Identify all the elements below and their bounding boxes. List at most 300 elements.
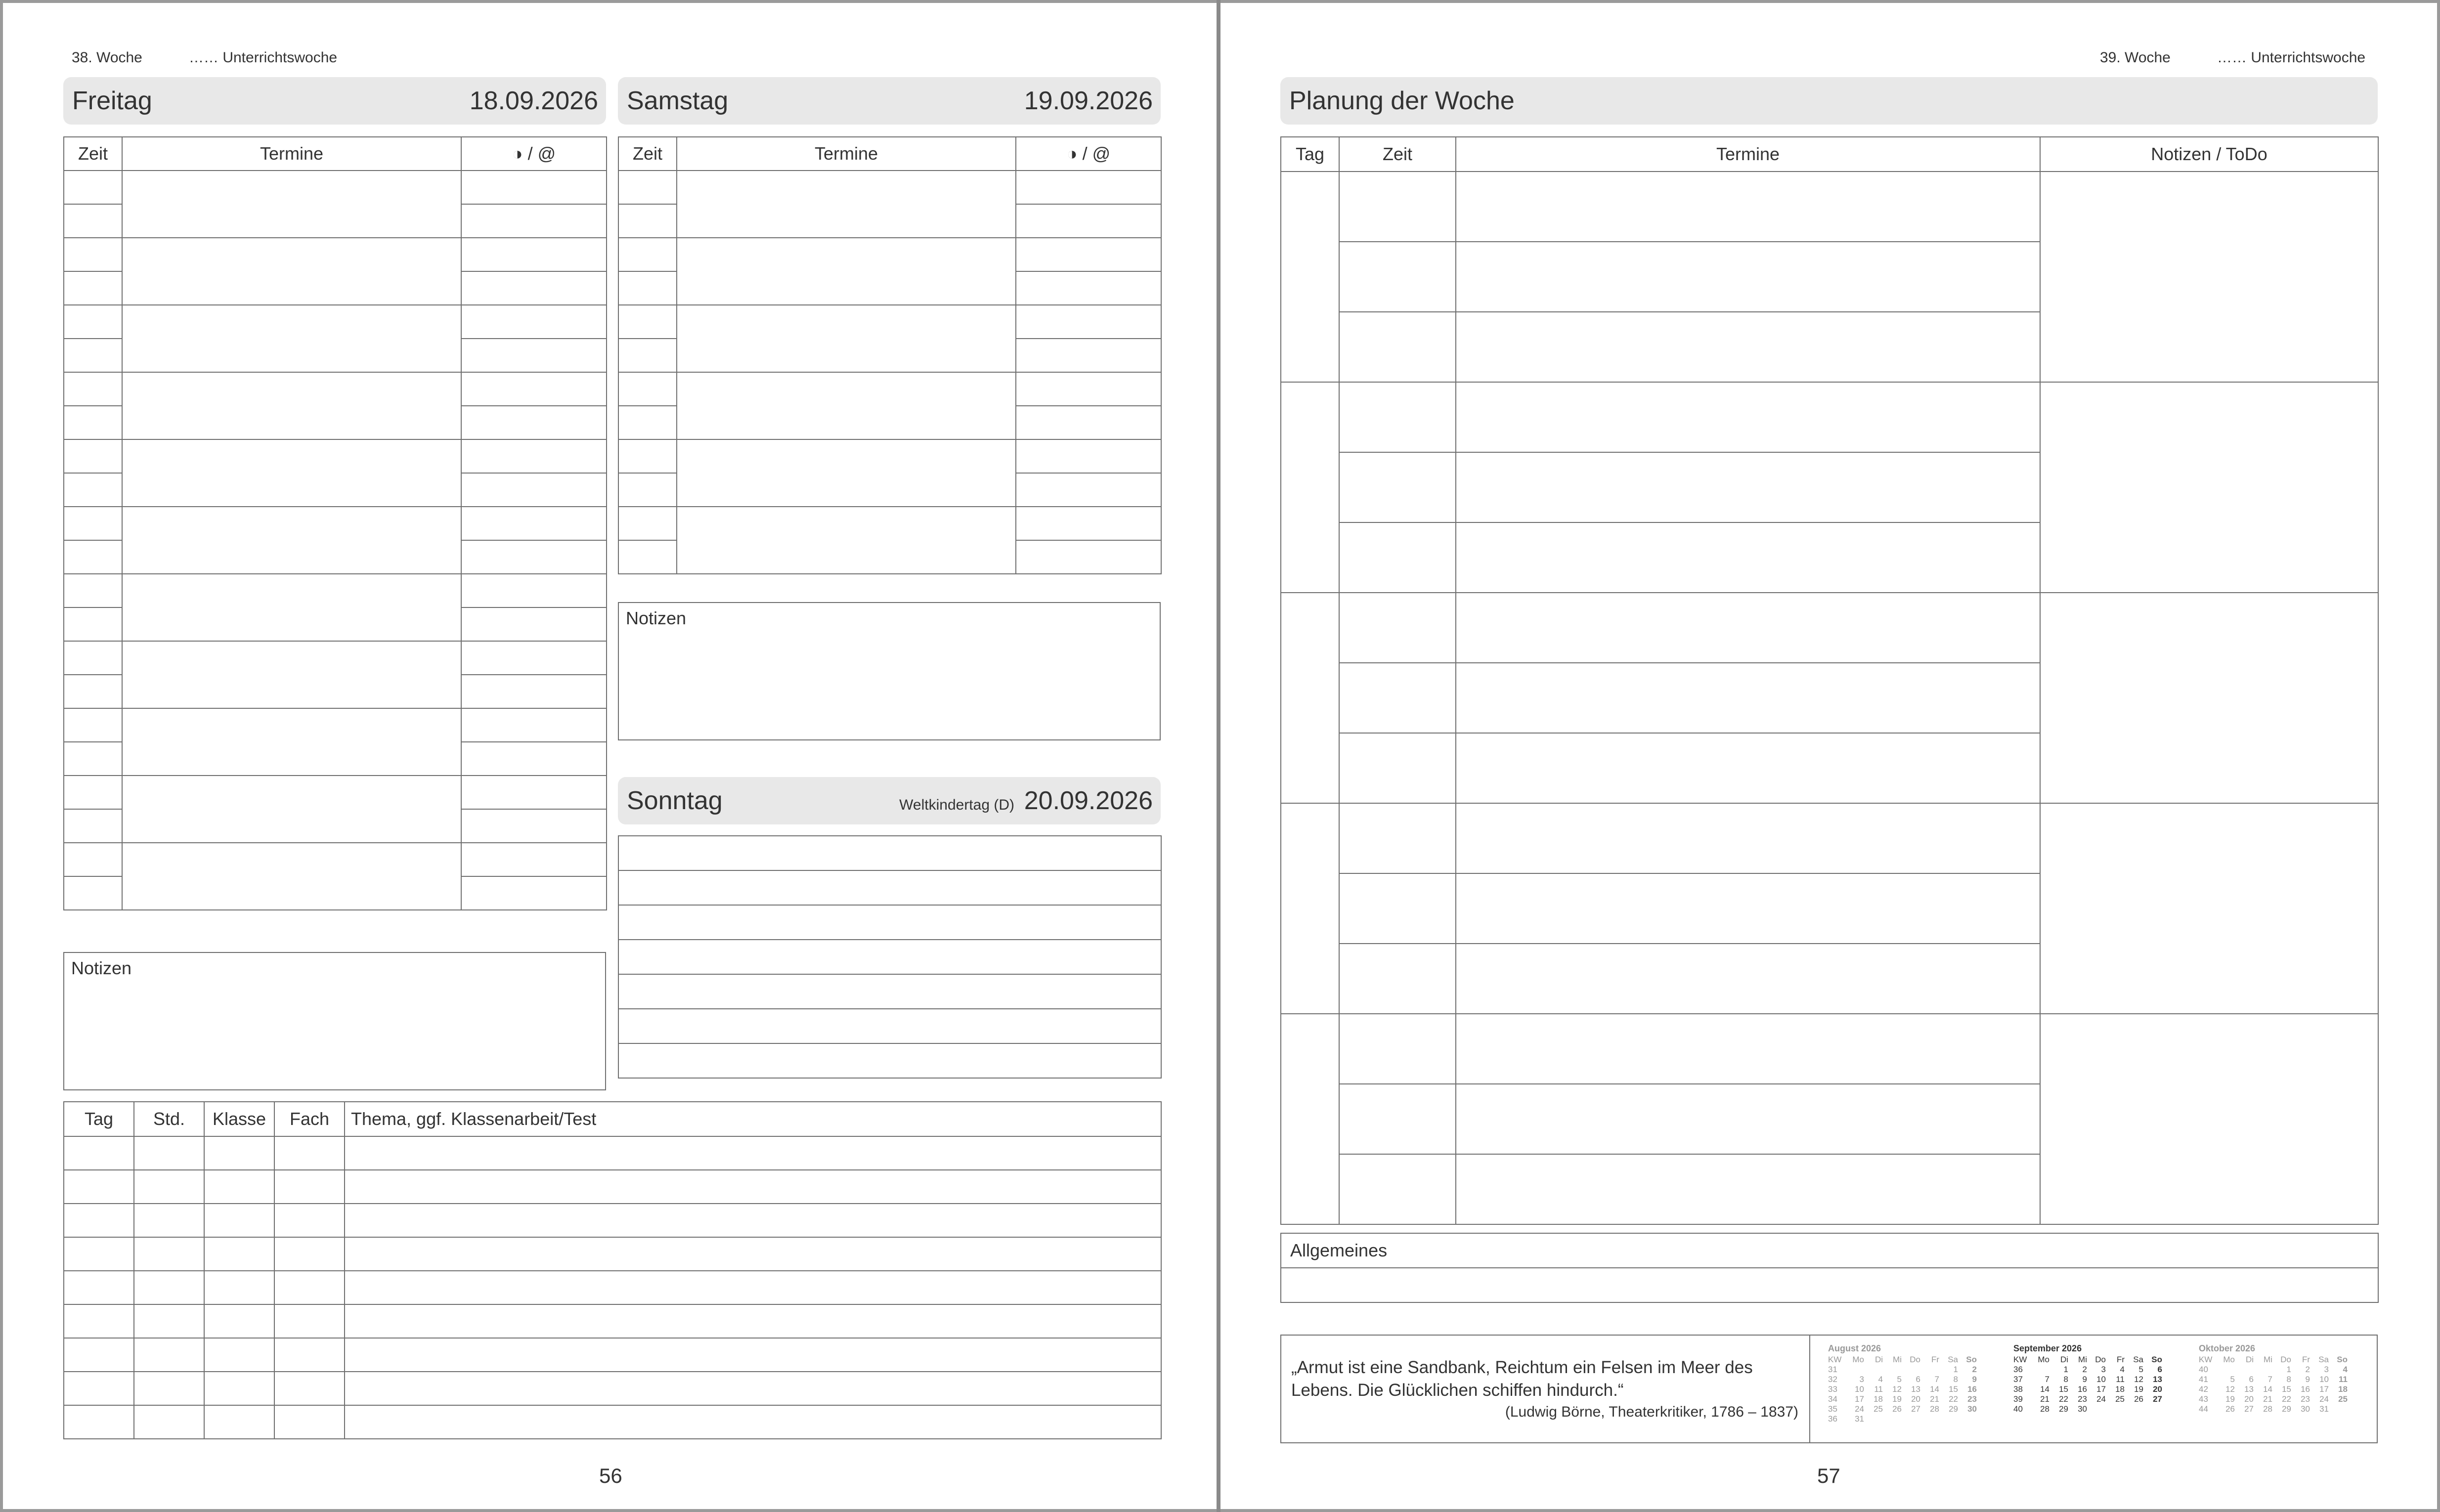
plan-time-cell[interactable] [1339, 663, 1456, 733]
friday-time-cell[interactable] [64, 339, 122, 372]
mini-calendar-day-cell: 15 [2282, 1384, 2291, 1394]
lesson-hour-cell[interactable] [134, 1204, 204, 1237]
saturday-time-cell[interactable] [618, 204, 677, 238]
mini-calendar-day-cell: 30 [1967, 1404, 1977, 1414]
friday-time-cell[interactable] [64, 607, 122, 641]
lesson-hour-cell[interactable] [134, 1170, 204, 1204]
mini-calendar-day-cell: 15 [1949, 1384, 1958, 1394]
plan-appointment-cell[interactable] [1456, 803, 2040, 873]
friday-appointment-cell[interactable] [122, 372, 461, 439]
friday-appointment-cell[interactable] [122, 574, 461, 641]
friday-status-cell[interactable] [461, 507, 607, 540]
plan-appointment-cell[interactable] [1456, 1014, 2040, 1084]
saturday-status-cell[interactable] [1016, 339, 1161, 372]
mini-calendar-day-cell: 26 [2225, 1404, 2235, 1414]
friday-time-cell[interactable] [64, 238, 122, 271]
quote-divider [1809, 1335, 1810, 1443]
saturday-appointment-cell[interactable] [677, 439, 1016, 507]
plan-time-header: Zeit [1339, 137, 1456, 172]
mini-calendar-day-cell: 29 [1949, 1404, 1958, 1414]
mini-calendar-day-cell [2255, 1365, 2274, 1375]
mini-calendar-day-cell [1884, 1365, 1903, 1375]
sunday-line[interactable] [618, 974, 1161, 1009]
lesson-topic-cell[interactable] [345, 1271, 1161, 1304]
mini-calendar-october [2199, 1343, 2349, 1414]
mini-calendar-day-cell: 1 [1953, 1365, 1958, 1374]
mini-calendar-day-cell: 37 [2013, 1375, 2023, 1384]
plan-notes-cell[interactable] [2040, 382, 2378, 593]
saturday-time-cell[interactable] [618, 507, 677, 540]
friday-status-cell[interactable] [461, 339, 607, 372]
lesson-day-cell[interactable] [64, 1237, 134, 1271]
plan-appointment-cell[interactable] [1456, 944, 2040, 1014]
plan-notes-cell[interactable] [2040, 1014, 2378, 1224]
sunday-line[interactable] [618, 940, 1161, 974]
quote-author: (Ludwig Börne, Theaterkritiker, 1786 – 1837) [1505, 1404, 1798, 1420]
friday-time-cell[interactable] [64, 708, 122, 742]
lesson-topic-cell[interactable] [345, 1372, 1161, 1405]
lesson-day-cell[interactable] [64, 1271, 134, 1304]
mini-calendar-day-cell: 18 [2338, 1384, 2348, 1394]
mini-calendar-august [1828, 1343, 1978, 1424]
mini-calendar-day-cell: 8 [2286, 1375, 2291, 1384]
friday-appointment-cell[interactable] [122, 238, 461, 305]
saturday-status-cell[interactable] [1016, 372, 1161, 406]
friday-appointment-cell[interactable] [122, 641, 461, 708]
friday-notes-box[interactable] [63, 952, 606, 1090]
lesson-class-cell[interactable] [204, 1372, 274, 1405]
friday-status-cell[interactable] [461, 238, 607, 271]
lesson-subject-cell[interactable] [274, 1405, 345, 1439]
mini-calendar-day-cell [1884, 1414, 1903, 1424]
friday-time-cell[interactable] [64, 574, 122, 607]
lesson-subject-cell[interactable] [274, 1136, 345, 1170]
mini-calendar-header-cell: Di [2245, 1355, 2254, 1364]
saturday-status-cell[interactable] [1016, 305, 1161, 339]
plan-time-cell[interactable] [1339, 1084, 1456, 1154]
friday-status-cell[interactable] [461, 574, 607, 607]
mini-calendar-day-cell: 31 [1855, 1414, 1864, 1424]
friday-status-cell[interactable] [461, 843, 607, 876]
mini-calendar-day-cell: 29 [2282, 1404, 2291, 1414]
friday-status-cell[interactable] [461, 271, 607, 305]
friday-time-cell[interactable] [64, 406, 122, 439]
mini-calendar-day-cell: 41 [2199, 1375, 2208, 1384]
mini-calendar-day-cell: 9 [2082, 1375, 2087, 1384]
mini-calendar-day-cell: 4 [2120, 1365, 2125, 1374]
lesson-day-cell[interactable] [64, 1304, 134, 1338]
mini-calendar-day-cell [1866, 1365, 1884, 1375]
lesson-subject-cell[interactable] [274, 1304, 345, 1338]
friday-time-cell[interactable] [64, 876, 122, 910]
friday-status-cell[interactable] [461, 439, 607, 473]
friday-time-cell[interactable] [64, 171, 122, 204]
left-week-label: 38. Woche [72, 49, 142, 66]
friday-status-cell[interactable] [461, 876, 607, 910]
plan-appointment-cell[interactable] [1456, 522, 2040, 593]
mini-calendar-header-cell: Fr [2116, 1355, 2125, 1364]
lesson-topic-cell[interactable] [345, 1237, 1161, 1271]
friday-time-cell[interactable] [64, 809, 122, 843]
mini-calendar-day-cell: 21 [2040, 1394, 2049, 1404]
mini-calendar-day-cell: 9 [1972, 1375, 1977, 1384]
mini-calendar-day-cell: 36 [2013, 1365, 2023, 1374]
mini-calendar-header-cell: Di [1874, 1355, 1883, 1364]
mini-calendar-day-cell: 16 [2078, 1384, 2087, 1394]
friday-time-cell[interactable] [64, 540, 122, 574]
saturday-time-cell[interactable] [618, 473, 677, 507]
plan-time-cell[interactable] [1339, 944, 1456, 1014]
mini-calendar-day-cell: 26 [2134, 1394, 2143, 1404]
mini-calendar-day-cell [2145, 1404, 2164, 1414]
saturday-appointment-cell[interactable] [677, 372, 1016, 439]
saturday-time-cell[interactable] [618, 305, 677, 339]
sunday-line[interactable] [618, 905, 1161, 940]
friday-appointment-cell[interactable] [122, 305, 461, 372]
mini-calendar-header-cell: Mo [2223, 1355, 2235, 1364]
mini-calendar-day-cell: 17 [1855, 1394, 1864, 1404]
mini-calendar-day-cell [2032, 1365, 2051, 1375]
plan-time-cell[interactable] [1339, 172, 1456, 242]
plan-appointment-cell[interactable] [1456, 1154, 2040, 1224]
friday-status-cell[interactable] [461, 641, 607, 675]
friday-status-cell[interactable] [461, 204, 607, 238]
friday-time-cell[interactable] [64, 271, 122, 305]
friday-appointment-cell[interactable] [122, 171, 461, 238]
mini-calendar-day-cell: 8 [1953, 1375, 1958, 1384]
lesson-class-cell[interactable] [204, 1338, 274, 1372]
mini-calendar-day-cell: 44 [2199, 1404, 2208, 1414]
saturday-status-cell[interactable] [1016, 540, 1161, 574]
lesson-subject-cell[interactable] [274, 1170, 345, 1204]
mini-calendar-day-cell [2107, 1404, 2126, 1414]
plan-day-cell[interactable] [1281, 1014, 1339, 1224]
friday-time-cell[interactable] [64, 843, 122, 876]
friday-time-cell[interactable] [64, 776, 122, 809]
lesson-day-cell[interactable] [64, 1338, 134, 1372]
plan-day-cell[interactable] [1281, 382, 1339, 593]
mini-calendar-day-cell: 7 [1934, 1375, 1939, 1384]
friday-status-cell[interactable] [461, 809, 607, 843]
saturday-status-cell[interactable] [1016, 473, 1161, 507]
lesson-day-cell[interactable] [64, 1372, 134, 1405]
plan-appointment-cell[interactable] [1456, 242, 2040, 312]
saturday-status-cell[interactable] [1016, 406, 1161, 439]
friday-status-cell[interactable] [461, 473, 607, 507]
mini-calendar-title: September 2026 [2013, 1343, 2082, 1353]
mini-calendar-day-cell: 2 [2082, 1365, 2087, 1374]
general-label: Allgemeines [1281, 1233, 2378, 1268]
saturday-time-cell[interactable] [618, 439, 677, 473]
mini-calendar-day-cell: 11 [1874, 1384, 1883, 1394]
lesson-class-cell[interactable] [204, 1237, 274, 1271]
plan-time-cell[interactable] [1339, 312, 1456, 382]
saturday-appointment-cell[interactable] [677, 171, 1016, 238]
plan-appointments-header: Termine [1456, 137, 2040, 172]
lesson-topic-header: Thema, ggf. Klassenarbeit/Test [345, 1102, 1161, 1136]
plan-time-cell[interactable] [1339, 522, 1456, 593]
lesson-day-cell[interactable] [64, 1136, 134, 1170]
mini-calendar-day-cell: 27 [2244, 1404, 2254, 1414]
mini-calendar-day-cell [2218, 1365, 2236, 1375]
saturday-status-cell[interactable] [1016, 507, 1161, 540]
mini-calendar-day-cell [1847, 1365, 1866, 1375]
friday-time-cell[interactable] [64, 372, 122, 406]
mini-calendar-header-cell: So [2151, 1355, 2162, 1364]
sunday-line[interactable] [618, 870, 1161, 905]
mini-calendar-day-cell: 11 [2339, 1375, 2348, 1384]
saturday-time-cell[interactable] [618, 171, 677, 204]
lesson-subject-cell[interactable] [274, 1338, 345, 1372]
saturday-header [618, 77, 1161, 125]
mini-calendar-day-cell: 27 [1911, 1404, 1920, 1414]
mini-calendar-day-cell: 17 [2319, 1384, 2329, 1394]
friday-time-cell[interactable] [64, 473, 122, 507]
mini-calendar-header-cell: Do [2095, 1355, 2106, 1364]
lesson-subject-cell[interactable] [274, 1204, 345, 1237]
saturday-status-cell[interactable] [1016, 439, 1161, 473]
plan-appointment-cell[interactable] [1456, 382, 2040, 452]
lesson-class-cell[interactable] [204, 1271, 274, 1304]
mini-calendar-day-cell: 29 [2059, 1404, 2068, 1414]
lesson-topic-cell[interactable] [345, 1204, 1161, 1237]
mini-calendar-day-cell: 25 [2338, 1394, 2348, 1404]
friday-status-cell[interactable] [461, 372, 607, 406]
plan-time-cell[interactable] [1339, 873, 1456, 944]
plan-time-cell[interactable] [1339, 242, 1456, 312]
lesson-class-cell[interactable] [204, 1170, 274, 1204]
friday-time-cell[interactable] [64, 675, 122, 708]
friday-appointment-cell[interactable] [122, 708, 461, 776]
mini-calendar-grid [2013, 1355, 2164, 1414]
friday-status-cell[interactable] [461, 742, 607, 776]
mini-calendar-day-cell: 10 [1855, 1384, 1864, 1394]
mini-calendar-day-cell: 24 [1855, 1404, 1864, 1414]
mini-calendar-day-cell: 43 [2199, 1394, 2208, 1404]
lesson-topic-cell[interactable] [345, 1170, 1161, 1204]
plan-day-cell[interactable] [1281, 803, 1339, 1014]
lesson-hour-cell[interactable] [134, 1338, 204, 1372]
plan-time-cell[interactable] [1339, 733, 1456, 803]
mini-calendar-title: August 2026 [1828, 1343, 1881, 1353]
friday-appointment-cell[interactable] [122, 439, 461, 507]
book-spine [1217, 0, 1220, 1512]
plan-time-cell[interactable] [1339, 452, 1456, 522]
plan-time-cell[interactable] [1339, 1154, 1456, 1224]
lesson-topic-cell[interactable] [345, 1304, 1161, 1338]
saturday-appointment-cell[interactable] [677, 507, 1016, 574]
lesson-class-cell[interactable] [204, 1136, 274, 1170]
mini-calendar-day-cell: 18 [2115, 1384, 2125, 1394]
plan-appointment-cell[interactable] [1456, 873, 2040, 944]
plan-appointment-cell[interactable] [1456, 452, 2040, 522]
plan-day-header: Tag [1281, 137, 1339, 172]
mini-calendar-day-cell: 21 [1930, 1394, 1939, 1404]
friday-time-cell[interactable] [64, 742, 122, 776]
mini-calendar-day-cell: 1 [2286, 1365, 2291, 1374]
saturday-appointment-cell[interactable] [677, 305, 1016, 372]
lesson-hour-cell[interactable] [134, 1271, 204, 1304]
mini-calendar-day-cell: 23 [2078, 1394, 2087, 1404]
friday-status-cell[interactable] [461, 305, 607, 339]
saturday-time-cell[interactable] [618, 406, 677, 439]
plan-time-cell[interactable] [1339, 1014, 1456, 1084]
friday-time-cell[interactable] [64, 641, 122, 675]
lesson-subject-cell[interactable] [274, 1271, 345, 1304]
mini-calendar-day-cell: 34 [1828, 1394, 1837, 1404]
week-planning-table [1280, 136, 2379, 1225]
plan-appointment-cell[interactable] [1456, 1084, 2040, 1154]
saturday-notes-box[interactable] [618, 602, 1161, 740]
mini-calendar-day-cell: 26 [1892, 1404, 1902, 1414]
mini-calendar-day-cell: 6 [2249, 1375, 2254, 1384]
friday-time-cell[interactable] [64, 507, 122, 540]
mini-calendar-day-cell [1922, 1414, 1941, 1424]
mini-calendar-day-cell: 3 [1859, 1375, 1864, 1384]
saturday-time-cell[interactable] [618, 372, 677, 406]
sunday-line[interactable] [618, 1009, 1161, 1043]
friday-appointment-cell[interactable] [122, 776, 461, 843]
friday-appointment-cell[interactable] [122, 843, 461, 910]
mini-calendar-day-cell: 20 [1911, 1394, 1920, 1404]
mini-calendar-header-cell: Do [2280, 1355, 2291, 1364]
lesson-day-cell[interactable] [64, 1204, 134, 1237]
lesson-subject-cell[interactable] [274, 1237, 345, 1271]
saturday-name: Samstag [627, 86, 729, 115]
plan-notes-cell[interactable] [2040, 593, 2378, 803]
saturday-time-cell[interactable] [618, 339, 677, 372]
lesson-hour-cell[interactable] [134, 1136, 204, 1170]
general-line[interactable] [1281, 1268, 2378, 1302]
mini-calendar-day-cell: 6 [2157, 1365, 2162, 1374]
friday-appointment-cell[interactable] [122, 507, 461, 574]
mini-calendar-header-cell: Sa [2318, 1355, 2329, 1364]
friday-status-header: ◑ / @ [461, 137, 607, 171]
plan-appointment-cell[interactable] [1456, 733, 2040, 803]
sunday-header [618, 777, 1161, 824]
saturday-time-cell[interactable] [618, 540, 677, 574]
friday-status-cell[interactable] [461, 406, 607, 439]
saturday-status-cell[interactable] [1016, 204, 1161, 238]
lesson-day-cell[interactable] [64, 1170, 134, 1204]
mini-calendar-day-cell: 30 [2301, 1404, 2310, 1414]
mini-calendar-day-cell [1903, 1414, 1922, 1424]
mini-calendar-day-cell: 9 [2305, 1375, 2310, 1384]
mini-calendar-day-cell: 24 [2319, 1394, 2329, 1404]
lesson-class-cell[interactable] [204, 1405, 274, 1439]
lesson-subject-cell[interactable] [274, 1372, 345, 1405]
mini-calendar-day-cell: 40 [2199, 1365, 2208, 1374]
mini-calendar-day-cell: 30 [2078, 1404, 2087, 1414]
friday-status-cell[interactable] [461, 607, 607, 641]
plan-appointment-cell[interactable] [1456, 172, 2040, 242]
plan-day-cell[interactable] [1281, 172, 1339, 382]
friday-status-cell[interactable] [461, 675, 607, 708]
lesson-day-cell[interactable] [64, 1405, 134, 1439]
plan-appointment-cell[interactable] [1456, 312, 2040, 382]
mini-calendar-day-cell: 20 [2153, 1384, 2162, 1394]
mini-calendar-header-cell: Mo [1852, 1355, 1864, 1364]
mini-calendar-day-cell: 12 [1892, 1384, 1902, 1394]
saturday-status-cell[interactable] [1016, 171, 1161, 204]
sunday-name: Sonntag [627, 786, 723, 815]
mini-calendar-title: Oktober 2026 [2199, 1343, 2256, 1353]
right-page-number: 57 [1817, 1464, 1840, 1487]
mini-calendar-day-cell: 3 [2324, 1365, 2329, 1374]
mini-calendar-day-cell: 28 [2040, 1404, 2049, 1414]
friday-status-cell[interactable] [461, 540, 607, 574]
friday-status-cell[interactable] [461, 171, 607, 204]
mini-calendar-day-cell: 36 [1828, 1414, 1837, 1424]
lesson-class-cell[interactable] [204, 1204, 274, 1237]
mini-calendar-header-cell: So [1966, 1355, 1977, 1364]
lesson-topic-cell[interactable] [345, 1338, 1161, 1372]
mini-calendar-day-cell [1941, 1414, 1960, 1424]
mini-calendar-day-cell: 14 [1930, 1384, 1939, 1394]
mini-calendar-day-cell: 1 [2063, 1365, 2068, 1374]
plan-notes-cell[interactable] [2040, 803, 2378, 1014]
mini-calendar-day-cell: 12 [2134, 1375, 2143, 1384]
sunday-line[interactable] [618, 1043, 1161, 1078]
mini-calendar-day-cell: 5 [1897, 1375, 1902, 1384]
sunday-line[interactable] [618, 836, 1161, 870]
mini-calendar-day-cell: 28 [1930, 1404, 1939, 1414]
lesson-hour-cell[interactable] [134, 1372, 204, 1405]
friday-time-cell[interactable] [64, 204, 122, 238]
friday-time-cell[interactable] [64, 439, 122, 473]
friday-name: Freitag [72, 86, 152, 115]
friday-header [63, 77, 606, 125]
saturday-status-cell[interactable] [1016, 271, 1161, 305]
saturday-time-cell[interactable] [618, 238, 677, 271]
mini-calendar-day-cell: 18 [1874, 1394, 1883, 1404]
lesson-hour-cell[interactable] [134, 1304, 204, 1338]
mini-calendar-day-cell: 21 [2263, 1394, 2272, 1404]
sunday-lines [618, 835, 1162, 1079]
saturday-appointment-cell[interactable] [677, 238, 1016, 305]
left-week-type: …… Unterrichtswoche [189, 49, 338, 66]
mini-calendar-header-cell: So [2337, 1355, 2348, 1364]
friday-time-cell[interactable] [64, 305, 122, 339]
saturday-status-cell[interactable] [1016, 238, 1161, 271]
mini-calendar-day-cell: 12 [2225, 1384, 2235, 1394]
lesson-hour-cell[interactable] [134, 1405, 204, 1439]
saturday-time-header: Zeit [618, 137, 677, 171]
saturday-time-cell[interactable] [618, 271, 677, 305]
mini-calendar-day-cell: 11 [2116, 1375, 2125, 1384]
mini-calendar-header-cell: Fr [2302, 1355, 2310, 1364]
plan-time-cell[interactable] [1339, 803, 1456, 873]
mini-calendar-day-cell: 27 [2153, 1394, 2162, 1404]
lesson-hour-cell[interactable] [134, 1237, 204, 1271]
lesson-class-cell[interactable] [204, 1304, 274, 1338]
plan-appointment-cell[interactable] [1456, 663, 2040, 733]
plan-time-cell[interactable] [1339, 382, 1456, 452]
plan-notes-cell[interactable] [2040, 172, 2378, 382]
friday-status-cell[interactable] [461, 708, 607, 742]
friday-status-cell[interactable] [461, 776, 607, 809]
plan-day-cell[interactable] [1281, 593, 1339, 803]
lesson-topic-cell[interactable] [345, 1136, 1161, 1170]
lesson-topic-cell[interactable] [345, 1405, 1161, 1439]
mini-calendar-day-cell: 8 [2063, 1375, 2068, 1384]
mini-calendar-day-cell: 7 [2045, 1375, 2049, 1384]
general-section [1280, 1233, 2379, 1303]
mini-calendar-day-cell: 16 [1967, 1384, 1977, 1394]
plan-appointment-cell[interactable] [1456, 593, 2040, 663]
plan-time-cell[interactable] [1339, 593, 1456, 663]
mini-calendar-header-cell: KW [2199, 1355, 2213, 1364]
